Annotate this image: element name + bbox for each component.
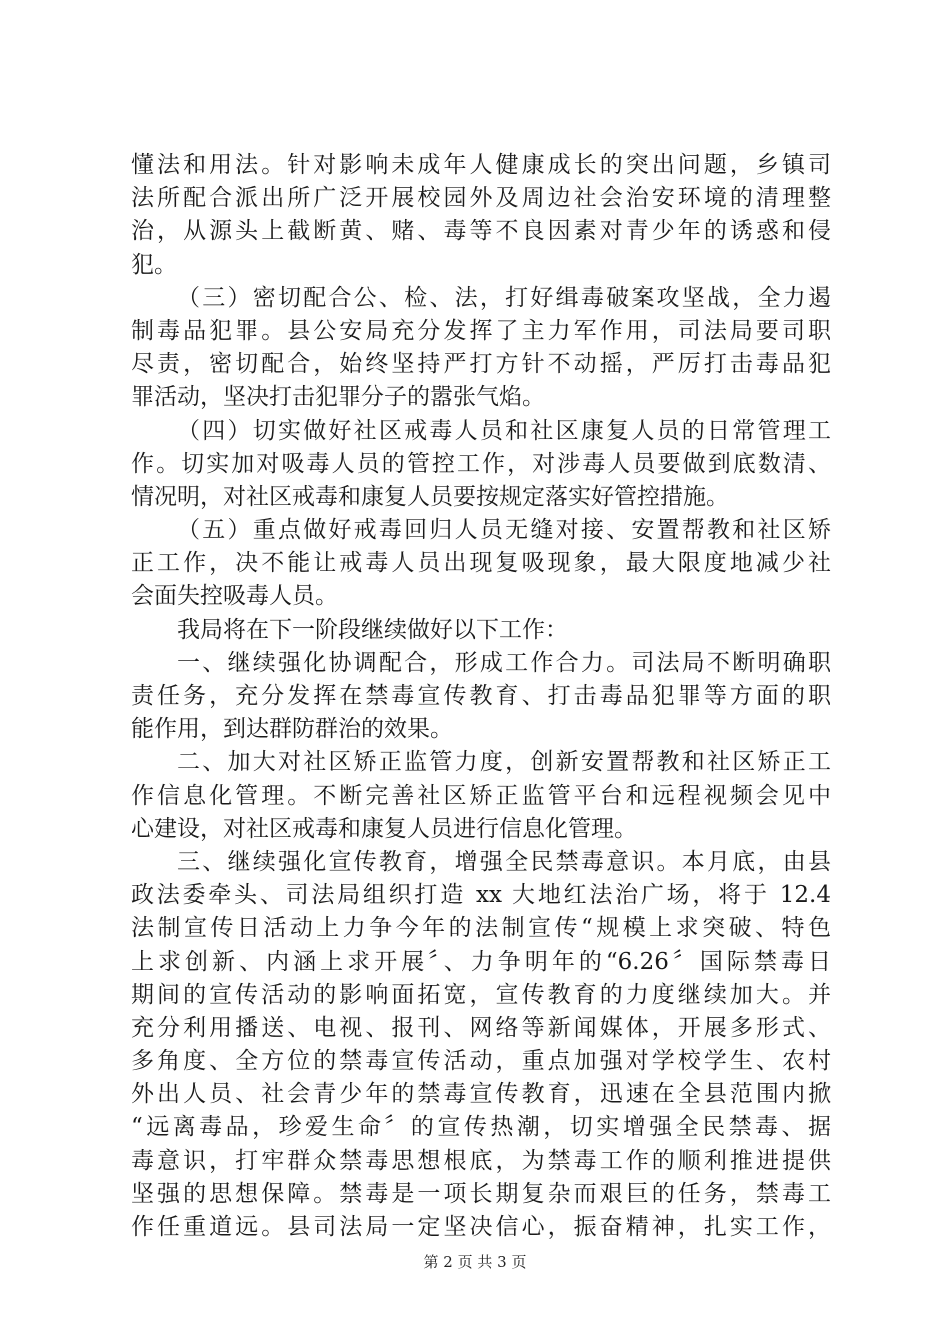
text-line: 多角度、全方位的禁毒宣传活动，重点加强对学校学生、农村 <box>131 1048 831 1075</box>
text-line: 情况明，对社区戒毒和康复人员要按规定落实好管控措施。 <box>131 483 729 510</box>
text-line: （四）切实做好社区戒毒人员和社区康复人员的日常管理工 <box>177 417 831 444</box>
text-line: （三）密切配合公、检、法，打好缉毒破案攻坚战，全力遏 <box>177 284 831 311</box>
text-line: 犯。 <box>131 251 177 278</box>
text-line: 会面失控吸毒人员。 <box>131 583 338 610</box>
text-line: 法所配合派出所广泛开展校园外及周边社会治安环境的清理整 <box>131 185 831 212</box>
text-line: 治，从源头上截断黄、赌、毒等不良因素对青少年的诱惑和侵 <box>131 218 831 245</box>
text-line: “远离毒品，珍爱生命〞的宣传热潮，切实增强全民禁毒、据 <box>131 1114 831 1141</box>
text-line: 政法委牵头、司法局组织打造 xx 大地红法治广场，将于 12.4 <box>131 882 831 909</box>
text-line: 作。切实加对吸毒人员的管控工作，对涉毒人员要做到底数清、 <box>131 450 831 477</box>
page-footer: 第 2 页 共 3 页 <box>423 1253 527 1271</box>
text-line: 上求创新、内涵上求开展〞、力争明年的“6.26〞国际禁毒日 <box>131 948 831 975</box>
text-line: 我局将在下一阶段继续做好以下工作： <box>177 616 568 643</box>
text-line: 法制宣传日活动上力争今年的法制宣传“规模上求突破、特色 <box>131 915 831 942</box>
text-line: 制毒品犯罪。县公安局充分发挥了主力军作用，司法局要司职 <box>131 317 831 344</box>
text-line: 毒意识，打牢群众禁毒思想根底，为禁毒工作的顺利推进提供 <box>131 1147 831 1174</box>
text-line: 责任务，充分发挥在禁毒宣传教育、打击毒品犯罪等方面的职 <box>131 683 831 709</box>
text-line: 能作用，到达群防群治的效果。 <box>131 716 453 743</box>
text-line: 外出人员、社会青少年的禁毒宣传教育，迅速在全县范围内掀 <box>131 1081 831 1108</box>
text-line: 懂法和用法。针对影响未成年人健康成长的突出问题，乡镇司 <box>131 152 831 178</box>
text-line: 作信息化管理。不断完善社区矫正监管平台和远程视频会见中 <box>131 782 831 809</box>
text-line: （五）重点做好戒毒回归人员无缝对接、安置帮教和社区矫 <box>177 517 831 544</box>
text-line: 三、继续强化宣传教育，增强全民禁毒意识。本月底，由县 <box>177 848 831 875</box>
text-line: 正工作，决不能让戒毒人员出现复吸现象，最大限度地减少社 <box>131 550 831 577</box>
text-line: 充分利用播送、电视、报刊、网络等新闻媒体，开展多形式、 <box>131 1014 831 1041</box>
text-line: 尽责，密切配合，始终坚持严打方针不动摇，严厉打击毒品犯 <box>131 351 831 378</box>
text-line: 二、加大对社区矫正监管力度，创新安置帮教和社区矫正工 <box>177 749 831 776</box>
text-line: 一、继续强化协调配合，形成工作合力。司法局不断明确职 <box>177 649 831 676</box>
document-body <box>131 149 831 1244</box>
text-line: 坚强的思想保障。禁毒是一项长期复杂而艰巨的任务，禁毒工 <box>131 1180 831 1207</box>
text-line: 作任重道远。县司法局一定坚决信心，振奋精神，扎实工作， <box>131 1214 831 1240</box>
text-line: 期间的宣传活动的影响面拓宽，宣传教育的力度继续加大。并 <box>131 981 831 1008</box>
text-line: 罪活动，坚决打击犯罪分子的嚣张气焰。 <box>131 384 545 411</box>
text-line: 心建设，对社区戒毒和康复人员进行信息化管理。 <box>131 815 637 842</box>
